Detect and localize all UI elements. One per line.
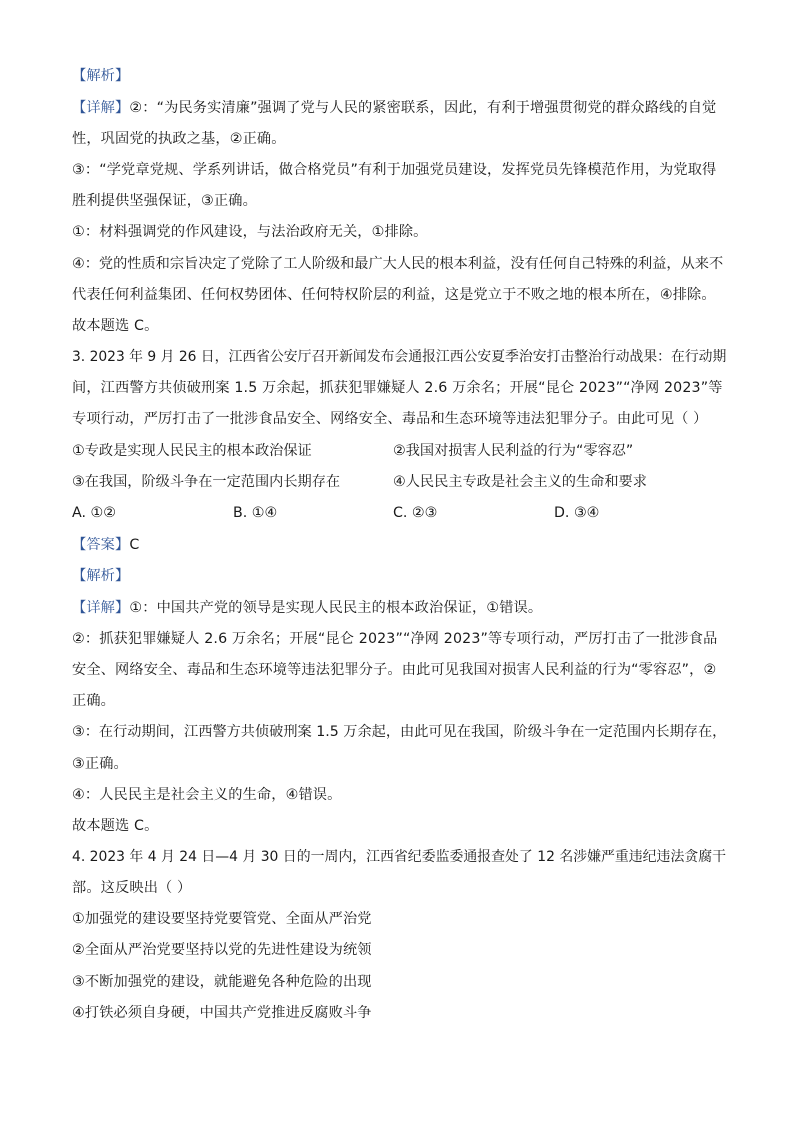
paragraph-line: 安全、网络安全、毒品和生态环境等违法犯罪分子。由此可见我国对损害人民利益的行为“零容忍”，②: [72, 662, 717, 678]
statement-1: ①专政是实现人民民主的根本政治保证: [72, 443, 312, 459]
question-4-stem: 4. 2023 年 4 月 24 日—4 月 30 日的一周内，江西省纪委监委通报查处了 12 名涉嫌严重违纪违法贪腐干: [72, 849, 727, 865]
paragraph-line: ④：人民民主是社会主义的生命，④错误。: [72, 787, 342, 803]
paragraph-line: ③：“学党章党规、学系列讲话，做合格党员”有利于加强党员建设，发挥党员先锋模范作用，为党取得: [72, 162, 717, 178]
analysis-heading: 【解析】: [72, 568, 130, 584]
question-3-stem: 3. 2023 年 9 月 26 日，江西省公安厅召开新闻发布会通报江西公安夏季治安打击整治行动战果：在行动期: [72, 349, 727, 365]
paragraph-line: 正确。: [72, 693, 116, 709]
paragraph-line: ③正确。: [72, 756, 128, 772]
detail-line: [72, 98, 716, 118]
question-3-stem: 专项行动，严厉打击了一批涉食品安全、网络安全、毒品和生态环境等违法犯罪分子。由此可见（ ）: [72, 411, 708, 427]
answer-label: 【答案】: [72, 537, 130, 553]
statement-3: ③在我国，阶级斗争在一定范围内长期存在: [72, 474, 341, 490]
statement-1: ①加强党的建设要坚持党要管党、全面从严治党: [72, 911, 372, 927]
paragraph-line: 性，巩固党的执政之基，②正确。: [72, 131, 286, 147]
analysis-heading: 【解析】: [72, 68, 130, 84]
choice-b: B. ①④: [233, 505, 278, 521]
paragraph-line: ③：在行动期间，江西警方共侦破刑案 1.5 万余起，由此可见在我国，阶级斗争在一定范围内长期存在，: [72, 724, 727, 740]
question-4-stem: 部。这反映出（ ）: [72, 880, 192, 896]
conclusion-line: 故本题选 C。: [72, 818, 159, 834]
statement-2: ②我国对损害人民利益的行为“零容忍”: [393, 443, 634, 459]
detail-text: ①：中国共产党的领导是实现人民民主的根本政治保证，①错误。: [129, 600, 543, 616]
statement-3: ③不断加强党的建设，就能避免各种危险的出现: [72, 974, 372, 990]
detail-label: 【详解】: [72, 600, 130, 616]
statement-2: ②全面从严治党要坚持以党的先进性建设为统领: [72, 942, 372, 958]
answer-value: C: [129, 537, 140, 553]
paragraph-line: 代表任何利益集团、任何权势团体、任何特权阶层的利益，这是党立于不败之地的根本所在，④排除。: [72, 287, 716, 303]
paragraph-line: 胜利提供坚强保证，③正确。: [72, 193, 257, 209]
statement-4: ④人民民主专政是社会主义的生命和要求: [393, 474, 647, 490]
choice-c: C. ②③: [393, 505, 438, 521]
paragraph-line: ④：党的性质和宗旨决定了党除了工人阶级和最广大人民的根本利益，没有任何自己特殊的利益，从来不: [72, 256, 724, 272]
detail-label: 【详解】: [72, 100, 130, 116]
choice-a: A. ①②: [72, 505, 116, 521]
choice-d: D. ③④: [554, 505, 600, 521]
conclusion-line: 故本题选 C。: [72, 318, 159, 334]
paragraph-line: ①：材料强调党的作风建设，与法治政府无关，①排除。: [72, 224, 428, 240]
question-3-stem: 间，江西警方共侦破刑案 1.5 万余起，抓获犯罪嫌疑人 2.6 万余名；开展“昆仑 2023”“净网 2023”等: [72, 380, 723, 396]
statement-4: ④打铁必须自身硬，中国共产党推进反腐败斗争: [72, 1005, 372, 1021]
detail-text: ②：“为民务实清廉”强调了党与人民的紧密联系，因此，有利于增强贯彻党的群众路线的自觉: [129, 100, 717, 116]
answer-line: [72, 535, 139, 555]
paragraph-line: ②：抓获犯罪嫌疑人 2.6 万余名；开展“昆仑 2023”“净网 2023”等专项行动，严厉打击了一批涉食品: [72, 631, 718, 647]
detail-line: [72, 598, 542, 618]
